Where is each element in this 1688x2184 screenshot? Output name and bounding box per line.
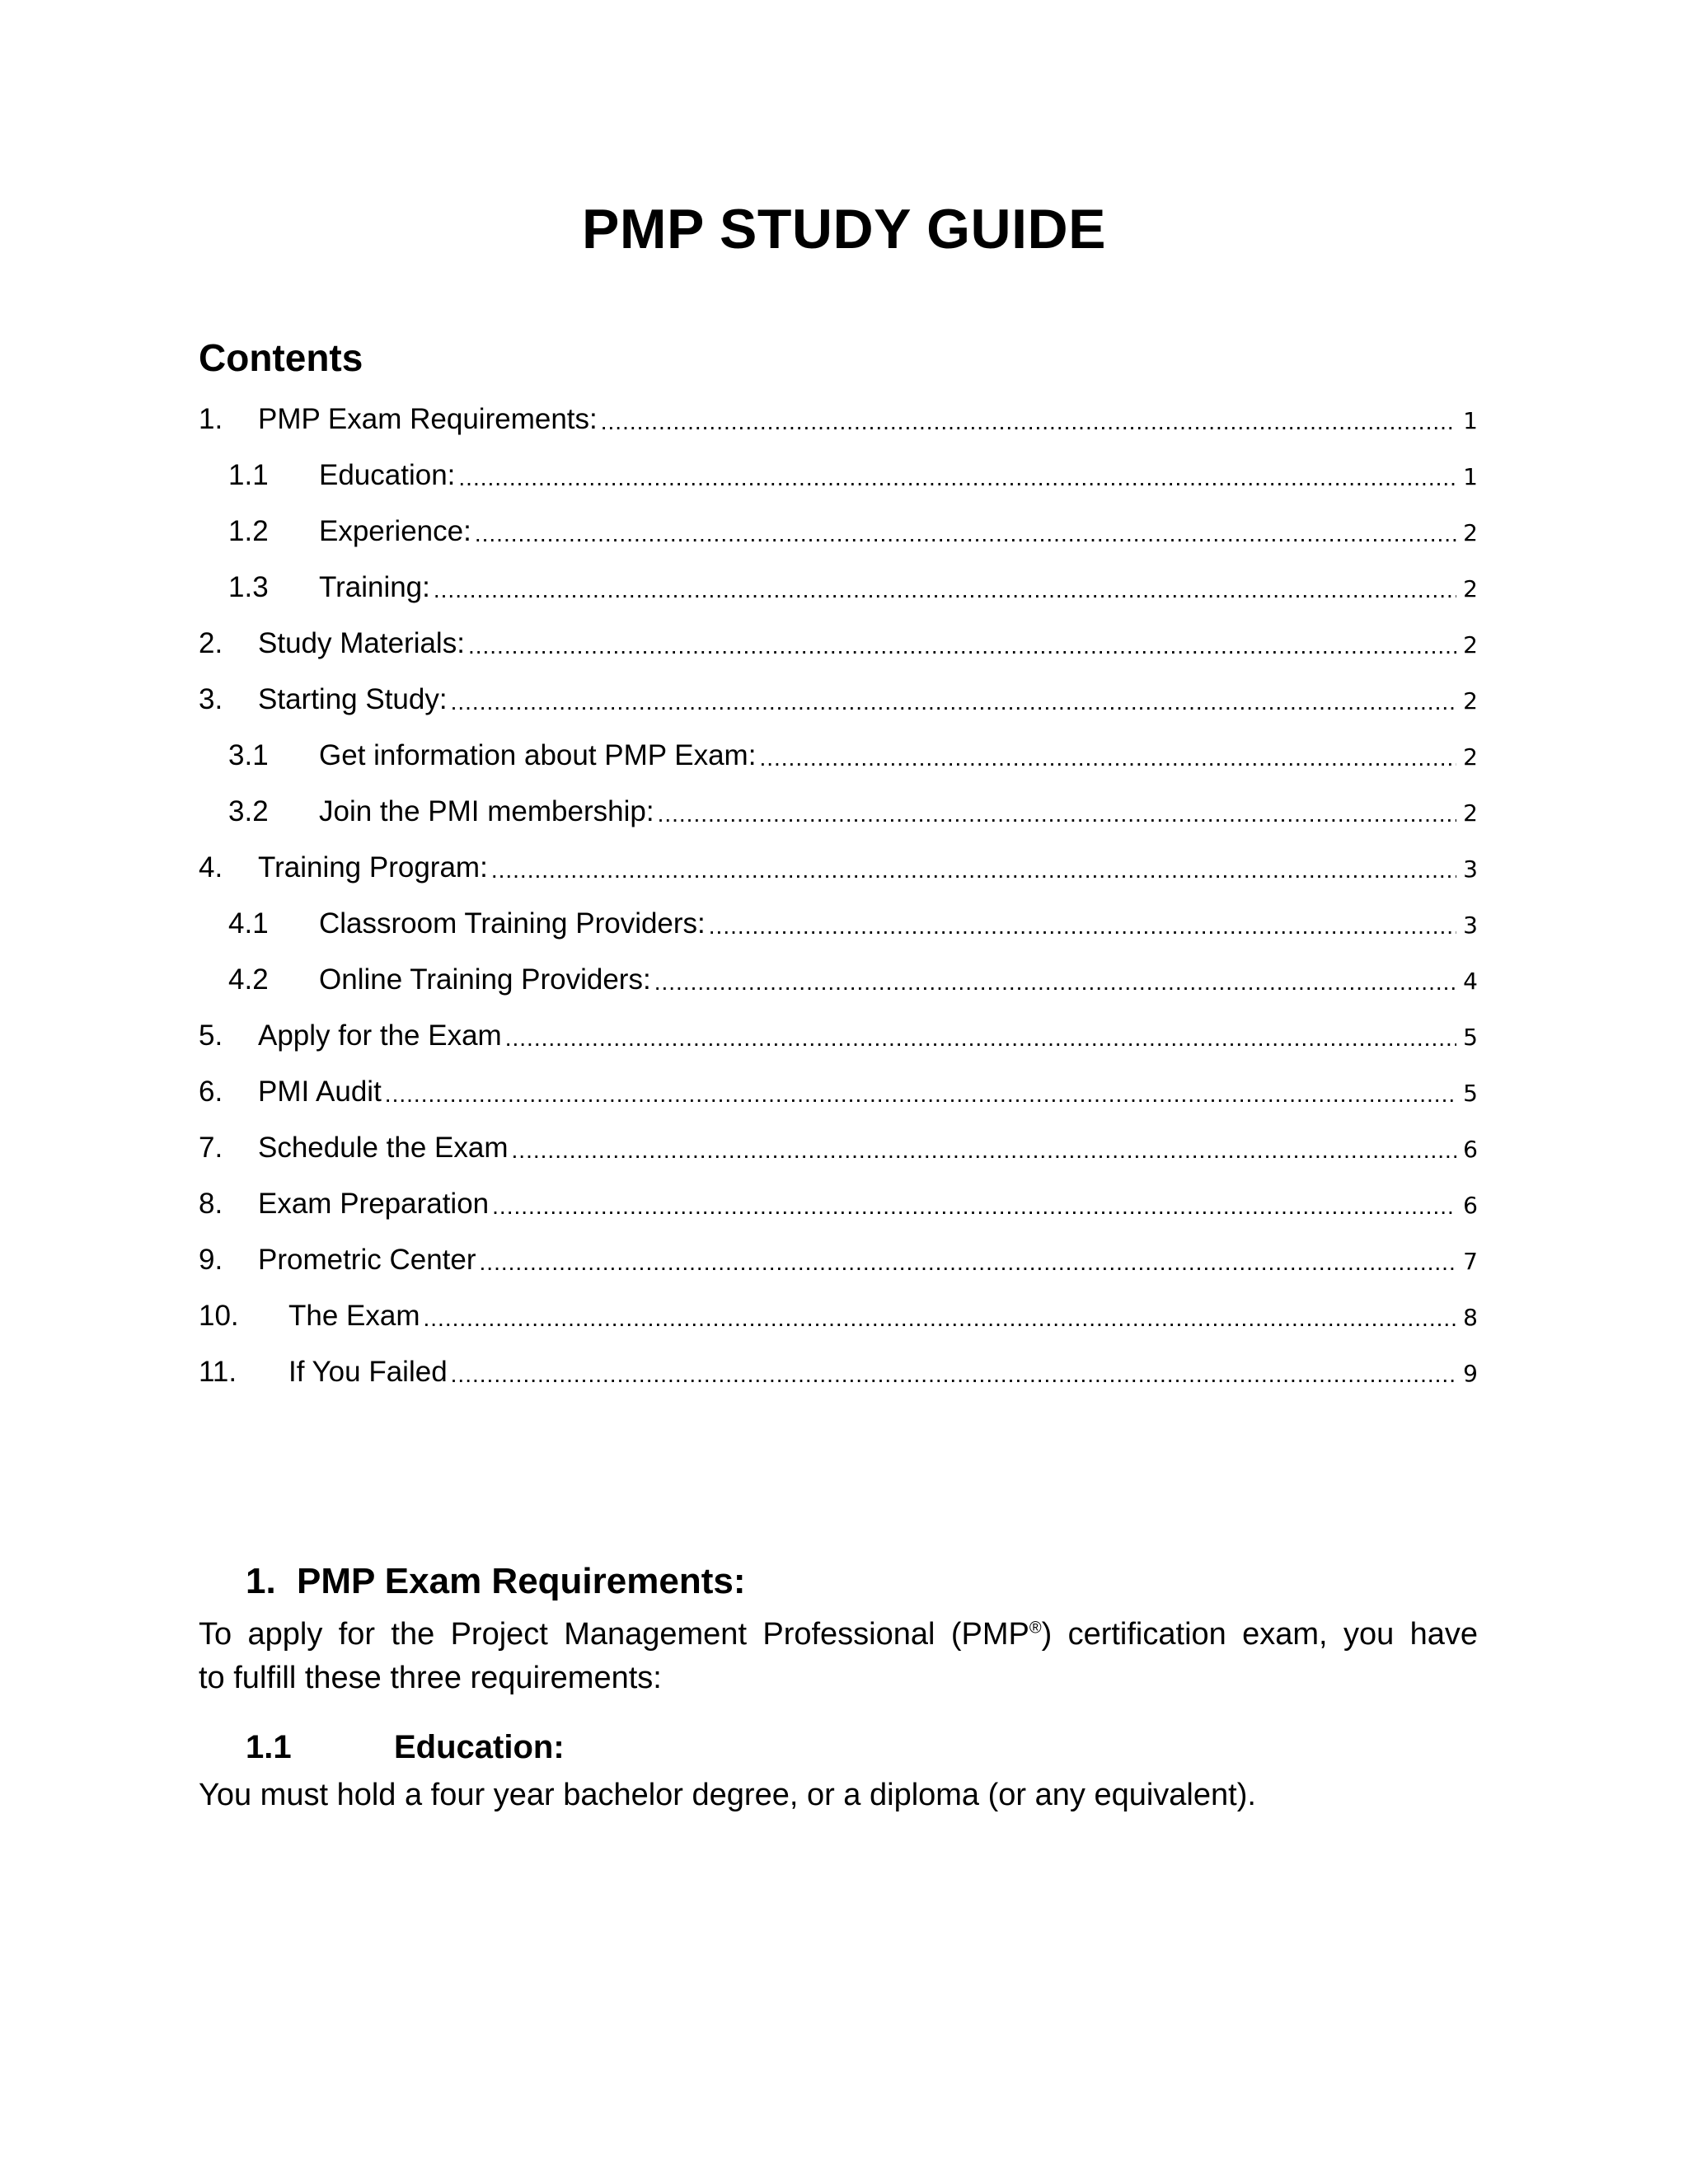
toc-entry-7[interactable] — [199, 1112, 1478, 1168]
section-1-1-paragraph: You must hold a four year bachelor degree, or a diploma (or any equivalent). — [199, 1778, 1256, 1812]
toc-entry-title: Starting Study: — [258, 683, 448, 715]
toc-entry-title: Prometric Center — [258, 1244, 476, 1276]
toc-entry-11[interactable] — [199, 1336, 1478, 1392]
toc-entry-page: 3 — [1463, 855, 1478, 883]
toc-entry-4-2[interactable] — [199, 944, 1478, 1000]
toc-entry-title: If You Failed — [288, 1356, 448, 1388]
toc-entry-title: Education: — [319, 459, 456, 491]
toc-leader-dots — [491, 858, 1456, 883]
toc-leader-dots — [658, 802, 1456, 827]
toc-entry-number: 4.1 — [228, 907, 269, 940]
section-1-number: 1. — [246, 1561, 276, 1601]
toc-entry-page: 2 — [1463, 631, 1478, 658]
toc-entry-number: 6. — [199, 1076, 223, 1108]
section-1-paragraph-line-1 — [199, 1613, 1478, 1657]
toc-leader-dots — [505, 1026, 1456, 1051]
toc-entry-3-2[interactable] — [199, 776, 1478, 832]
toc-entry-1-1[interactable] — [199, 439, 1478, 495]
toc-entry-page: 2 — [1463, 743, 1478, 771]
toc-leader-dots — [601, 410, 1456, 434]
toc-entry-3[interactable] — [199, 663, 1478, 719]
toc-entry-4-1[interactable] — [199, 888, 1478, 944]
page-title: PMP STUDY GUIDE — [581, 198, 1106, 260]
toc-leader-dots — [709, 914, 1456, 939]
section-1-1-title: Education: — [394, 1729, 565, 1765]
toc-entry-number: 1.3 — [228, 571, 269, 603]
toc-leader-dots — [468, 634, 1456, 658]
toc-entry-number: 3. — [199, 683, 223, 715]
toc-entry-number: 3.2 — [228, 795, 269, 827]
toc-entry-title: Online Training Providers: — [319, 963, 651, 996]
table-of-contents — [199, 383, 1478, 1392]
toc-entry-number: 10. — [199, 1300, 239, 1332]
toc-entry-title: Classroom Training Providers: — [319, 907, 706, 940]
toc-entry-number: 9. — [199, 1244, 223, 1276]
toc-leader-dots — [475, 522, 1456, 546]
toc-entry-page: 8 — [1463, 1304, 1478, 1331]
section-1-text-a: To apply for the Project Management Professional (PMP — [199, 1617, 1029, 1652]
toc-entry-title: The Exam — [288, 1300, 420, 1332]
toc-entry-page: 2 — [1463, 519, 1478, 546]
toc-entry-page: 2 — [1463, 575, 1478, 602]
toc-entry-page: 4 — [1463, 968, 1478, 995]
contents-heading: Contents — [199, 336, 363, 379]
toc-entry-page: 2 — [1463, 799, 1478, 827]
section-1-heading — [246, 1559, 745, 1604]
toc-entry-1-2[interactable] — [199, 495, 1478, 551]
toc-leader-dots — [512, 1138, 1456, 1163]
toc-entry-page: 2 — [1463, 687, 1478, 715]
toc-leader-dots — [759, 746, 1456, 771]
section-1-1-heading — [246, 1726, 565, 1769]
toc-entry-page: 1 — [1463, 463, 1478, 490]
toc-entry-number: 1. — [199, 403, 223, 435]
section-1-text-b: ) certification exam, you have — [1041, 1617, 1478, 1652]
toc-leader-dots — [480, 1250, 1456, 1275]
toc-entry-number: 4.2 — [228, 963, 269, 996]
toc-entry-title: PMP Exam Requirements: — [258, 403, 598, 435]
toc-entry-page: 1 — [1463, 407, 1478, 434]
toc-entry-title: Join the PMI membership: — [319, 795, 654, 827]
toc-entry-page: 7 — [1463, 1248, 1478, 1275]
toc-entry-page: 6 — [1463, 1192, 1478, 1219]
toc-entry-page: 9 — [1463, 1360, 1478, 1387]
toc-entry-title: Exam Preparation — [258, 1188, 490, 1220]
toc-entry-page: 5 — [1463, 1024, 1478, 1051]
toc-leader-dots — [434, 578, 1456, 602]
toc-entry-1[interactable] — [199, 383, 1478, 439]
toc-leader-dots — [492, 1194, 1456, 1219]
toc-entry-title: Study Materials: — [258, 627, 465, 659]
toc-entry-8[interactable] — [199, 1168, 1478, 1224]
toc-entry-2[interactable] — [199, 607, 1478, 663]
toc-entry-title: PMI Audit — [258, 1076, 382, 1108]
toc-entry-number: 5. — [199, 1019, 223, 1052]
toc-leader-dots — [424, 1306, 1457, 1331]
toc-leader-dots — [654, 970, 1456, 995]
toc-entry-5[interactable] — [199, 1000, 1478, 1056]
toc-entry-10[interactable] — [199, 1280, 1478, 1336]
toc-entry-title: Schedule the Exam — [258, 1132, 509, 1164]
section-1-paragraph — [199, 1613, 1478, 1700]
toc-leader-dots — [451, 1362, 1456, 1387]
toc-entry-title: Experience: — [319, 515, 471, 547]
toc-entry-title: Training Program: — [258, 851, 488, 883]
toc-entry-number: 1.2 — [228, 515, 269, 547]
toc-entry-page: 3 — [1463, 912, 1478, 939]
section-1-paragraph-line-2: to fulfill these three requirements: — [199, 1661, 662, 1695]
toc-entry-number: 3.1 — [228, 739, 269, 771]
toc-entry-1-3[interactable] — [199, 551, 1478, 607]
toc-leader-dots — [458, 466, 1456, 490]
toc-entry-number: 7. — [199, 1132, 223, 1164]
toc-entry-title: Training: — [319, 571, 430, 603]
section-1-title: PMP Exam Requirements: — [297, 1561, 746, 1601]
toc-entry-number: 2. — [199, 627, 223, 659]
toc-entry-3-1[interactable] — [199, 719, 1478, 776]
toc-entry-6[interactable] — [199, 1056, 1478, 1112]
toc-entry-number: 1.1 — [228, 459, 269, 491]
section-1-1-number: 1.1 — [246, 1729, 292, 1765]
toc-entry-page: 6 — [1463, 1136, 1478, 1163]
toc-entry-9[interactable] — [199, 1224, 1478, 1280]
toc-entry-page: 5 — [1463, 1080, 1478, 1107]
toc-entry-number: 8. — [199, 1188, 223, 1220]
toc-entry-title: Get information about PMP Exam: — [319, 739, 757, 771]
toc-entry-title: Apply for the Exam — [258, 1019, 502, 1052]
toc-entry-number: 11. — [199, 1356, 237, 1388]
toc-leader-dots — [385, 1082, 1456, 1107]
toc-entry-4[interactable] — [199, 832, 1478, 888]
registered-mark: ® — [1029, 1619, 1042, 1638]
toc-leader-dots — [451, 690, 1456, 715]
toc-entry-number: 4. — [199, 851, 223, 883]
